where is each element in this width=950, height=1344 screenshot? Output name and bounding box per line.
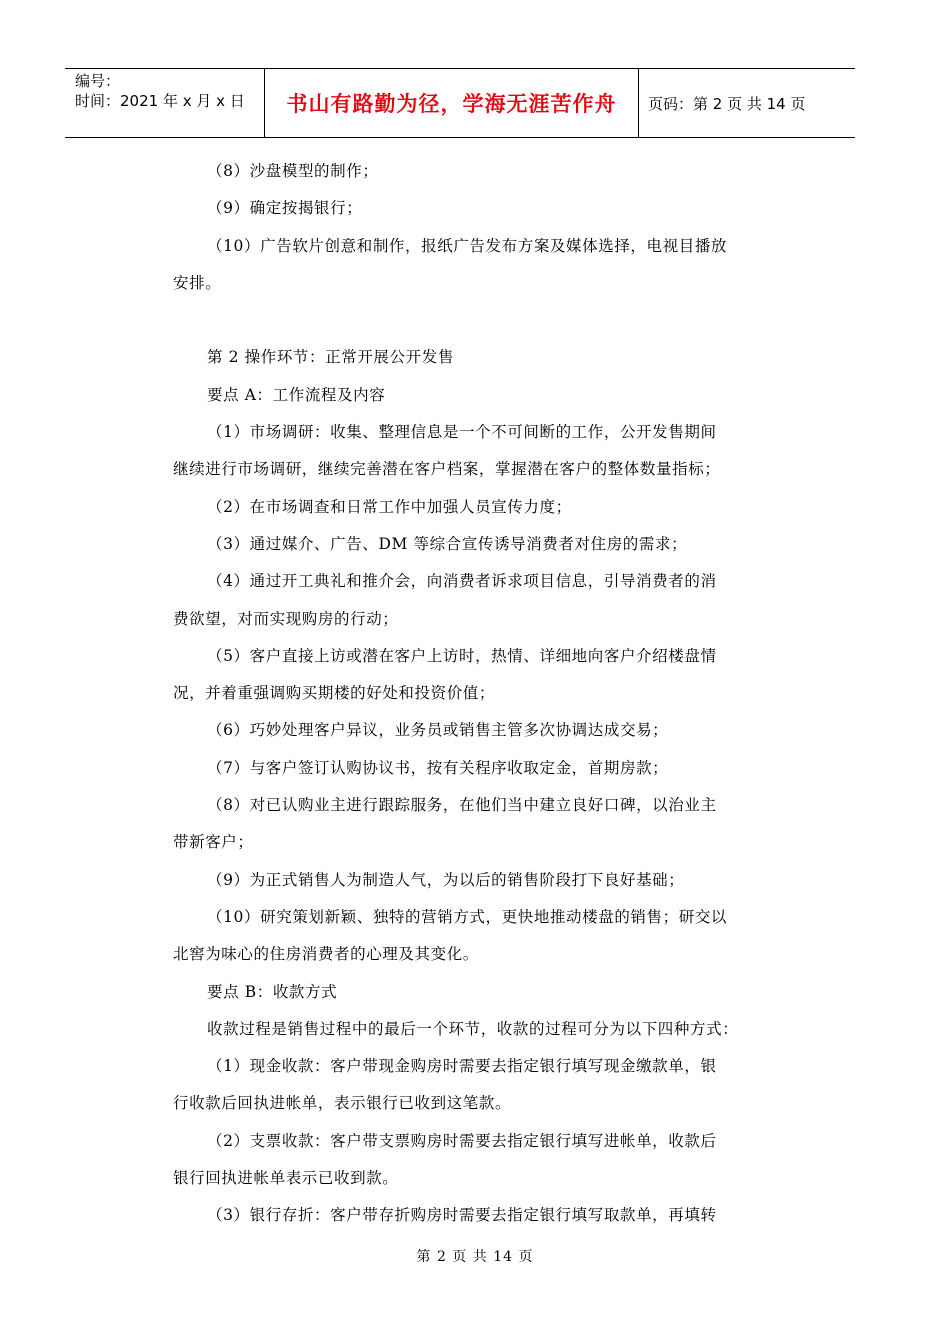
paragraph-line: （2）支票收款：客户带支票购房时需要去指定银行填写进帐单，收款后	[207, 1131, 717, 1150]
paragraph-line: 带新客户；	[173, 833, 254, 852]
header-page-cell	[639, 69, 855, 137]
page-header	[65, 68, 855, 138]
header-meta	[65, 69, 265, 137]
document-number-label: 编号：	[75, 72, 121, 90]
paragraph-line: 继续进行市场调研，继续完善潜在客户档案，掌握潜在客户的整体数量指标；	[173, 460, 721, 479]
paragraph-line: （7）与客户签订认购协议书，按有关程序收取定金，首期房款；	[207, 758, 669, 777]
paragraph-gap	[173, 302, 773, 339]
section-heading: 第 2 操作环节：正常开展公开发售	[207, 348, 454, 367]
paragraph-line: （4）通过开工典礼和推介会，向消费者诉求项目信息，引导消费者的消	[207, 572, 717, 591]
document-body	[173, 153, 773, 1235]
subsection-heading: 要点 B：收款方式	[207, 982, 338, 1001]
paragraph-line: （1）现金收款：客户带现金购房时需要去指定银行填写现金缴款单，银	[207, 1057, 717, 1076]
paragraph-line: 安排。	[173, 273, 222, 292]
paragraph-line: （2）在市场调查和日常工作中加强人员宣传力度；	[207, 497, 572, 516]
header-motto-cell	[265, 69, 639, 137]
document-time-label: 时间：2021 年 x 月 x 日	[75, 92, 245, 110]
paragraph-line: （10）广告软片创意和制作，报纸广告发布方案及媒体选择，电视目播放	[207, 236, 728, 255]
paragraph-line: （1）市场调研：收集、整理信息是一个不可间断的工作，公开发售期间	[207, 423, 717, 442]
paragraph-line: （8）沙盘模型的制作；	[207, 162, 379, 180]
header-page-info: 页码：第 2 页 共 14 页	[648, 94, 806, 113]
paragraph-line: 北窖为味心的住房消费者的心理及其变化。	[173, 945, 479, 964]
paragraph-line: （3）银行存折：客户带存折购房时需要去指定银行填写取款单，再填转	[207, 1206, 717, 1225]
paragraph-line: （8）对已认购业主进行跟踪服务，在他们当中建立良好口碑，以治业主	[207, 796, 717, 815]
paragraph-line: 银行回执进帐单表示已收到款。	[173, 1169, 399, 1188]
paragraph-line: 费欲望，对而实现购房的行动；	[173, 609, 399, 628]
paragraph-line: （9）为正式销售人为制造人气，为以后的销售阶段打下良好基础；	[207, 870, 685, 889]
paragraph-line: 况，并着重强调购买期楼的好处和投资价值；	[173, 684, 496, 703]
paragraph-line: （3）通过媒介、广告、DM 等综合宣传诱导消费者对住房的需求；	[207, 534, 688, 553]
paragraph-line: 收款过程是销售过程中的最后一个环节，收款的过程可分为以下四种方式：	[207, 1019, 739, 1038]
paragraph-line: （9）确定按揭银行；	[207, 199, 363, 218]
paragraph-line: （6）巧妙处理客户异议，业务员或销售主管多次协调达成交易；	[207, 721, 669, 740]
paragraph-line: （10）研究策划新颖、独特的营销方式，更快地推动楼盘的销售；研交以	[207, 907, 728, 926]
paragraph-line: （5）客户直接上访或潜在客户上访时，热情、详细地向客户介绍楼盘情	[207, 646, 717, 665]
paragraph-line: 行收款后回执进帐单，表示银行已收到这笔款。	[173, 1094, 512, 1113]
subsection-heading: 要点 A：工作流程及内容	[207, 385, 386, 404]
header-motto: 书山有路勤为径，学海无涯苦作舟	[286, 92, 617, 116]
page-footer: 第 2 页 共 14 页	[416, 1249, 534, 1265]
